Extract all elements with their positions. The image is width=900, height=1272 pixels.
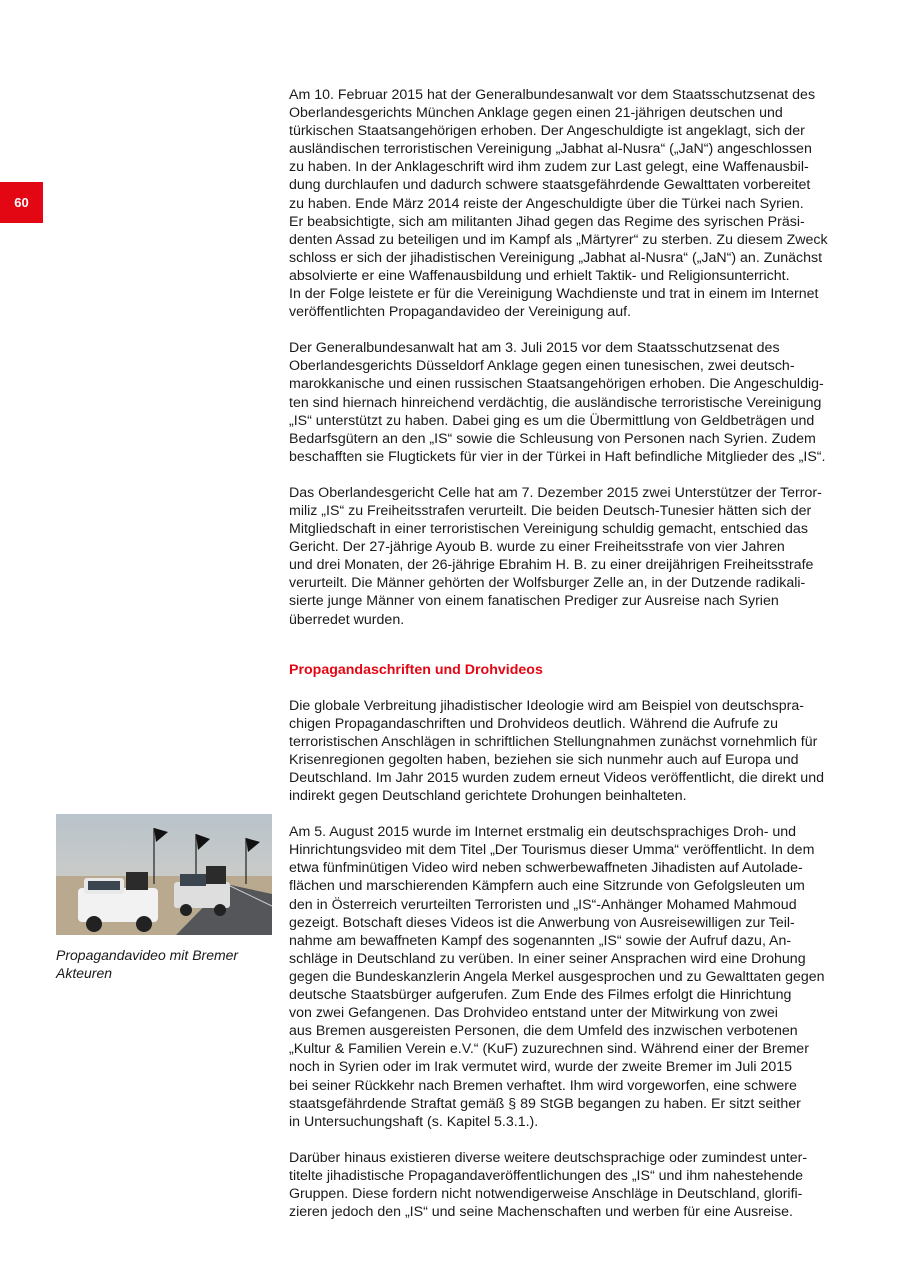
section-heading: Propagandaschriften und Drohvideos [289,661,543,678]
page-number: 60 [14,195,29,210]
paragraph: Darüber hinaus existieren diverse weitere deutschsprachige oder zumindest unter- titelte jihadistische Propagandaveröffentlichungen des „IS“ und ihm nahestehende Gruppen. Diese fordern nicht notwendigerweise Anschläge in Deutschland, glorifi- zieren jedoch den „IS“ und seine Machenschaften und werben für eine Ausreise. [289,1149,808,1221]
paragraph: Am 10. Februar 2015 hat der Generalbundesanwalt vor dem Staatsschutzsenat des Oberlandesgerichts München Anklage gegen einen 21-jährigen deutschen und türkischen Staatsangehörigen erhoben. Der Angeschuldigte ist angeklagt, sich der ausländischen terroristischen Vereinigung „Jabhat al-Nusra“ („JaN“) angeschlossen zu haben. In der Anklageschrift wird ihm zudem zur Last gelegt, eine Waffenausbil- dung durchlaufen und dadurch schwere staatsgefährdende Gewalttaten vorbereitet zu haben. Ende März 2014 reiste der Angeschuldigte über die Türkei nach Syrien. Er beabsichtigte, sich am militanten Jihad gegen das Regime des syrischen Präsi- denten Assad zu beteiligen und im Kampf als „Märtyrer“ zu sterben. Zu diesem Zweck schloss er sich der jihadistischen Vereinigung „Jabhat al-Nusra“ („JaN“) an. Zunächst absolvierte er eine Waffenausbildung und erhielt Taktik- und Religionsunterricht. In der Folge leistete er für die Vereinigung Wachdienste und trat in einem im Internet veröffentlichten Propagandavideo der Vereinigung auf. [289,87,828,321]
paragraph: Der Generalbundesanwalt hat am 3. Juli 2015 vor dem Staatsschutzsenat des Oberlandesgerichts Düsseldorf Anklage gegen einen tunesischen, zwei deutsch- marokkanische und einen russischen Staatsangehörigen erhoben. Die Angeschuldig- ten sind hiernach hinreichend verdächtig, die ausländische terroristische Vereinigung „IS“ unterstützt zu haben. Dabei ging es um die Übermittlung von Geldbeträgen und Bedarfsgütern an den „IS“ sowie die Schleusung von Personen nach Syrien. Zudem beschafften sie Flugtickets für vier in der Türkei in Haft befindliche Mitglieder des „IS“. [289,340,826,465]
page-number-tab [0,182,43,223]
propaganda-video-photo [56,814,272,935]
paragraph: Die globale Verbreitung jihadistischer Ideologie wird am Beispiel von deutschspra- chigen Propagandaschriften und Drohvideos deutlich. Während die Aufrufe zu terroristischen Anschlägen in schriftlichen Stellungnahmen zunächst vornehmlich für Krisenregionen gegolten haben, beziehen sie sich nunmehr auch auf Europa und Deutschland. Im Jahr 2015 wurden zudem erneut Videos veröffentlicht, die direkt und indirekt gegen Deutschland gerichtete Drohungen beinhalteten. [289,697,824,805]
paragraph: Das Oberlandesgericht Celle hat am 7. Dezember 2015 zwei Unterstützer der Terror- miliz „IS“ zu Freiheitsstrafen verurteilt. Die beiden Deutsch-Tunesier hätten sich der Mitgliedschaft in einer terroristischen Vereinigung schuldig gemacht, entschied das Gericht. Der 27-jährige Ayoub B. wurde zu einer Freiheitsstrafe von vier Jahren und drei Monaten, der 26-jährige Ebrahim H. B. zu einer dreijährigen Freiheitsstrafe verurteilt. Die Männer gehörten der Wolfsburger Zelle an, in der Dutzende radikali- sierte junge Männer von einem fanatischen Prediger zur Ausreise nach Syrien überredet wurden. [289,484,822,628]
main-text-column [289,86,841,1239]
photo-illustration [56,814,272,935]
figure-caption: Propagandavideo mit Bremer Akteuren [56,947,239,981]
paragraph: Am 5. August 2015 wurde im Internet erstmalig ein deutschsprachiges Droh- und Hinrichtungsvideo mit dem Titel „Der Tourismus dieser Umma“ veröffentlicht. In dem etwa fünfminütigen Video wird neben schwerbewaffneten Jihadisten auf Autolade- flächen und marschierenden Kämpfern auch eine Sitzrunde von Gefolgsleuten um den in Österreich verurteilten Terroristen und „IS“-Anhänger Mohamed Mahmoud gezeigt. Botschaft dieses Videos ist die Anwerbung von Ausreisewilligen zur Teil- nahme am bewaffneten Kampf des sogenannten „IS“ sowie der Aufruf dazu, An- schläge in Deutschland zu verüben. In einer seiner Ansprachen wird eine Drohung gegen die Bundeskanzlerin Angela Merkel ausgesprochen und zu Gewalttaten gegen deutsche Staatsbürger aufgerufen. Zum Ende des Filmes erfolgt die Hinrichtung von zwei Gefangenen. Das Drohvideo entstand unter der Mitwirkung von zwei aus Bremen ausgereisten Personen, die dem Umfeld des inzwischen verbotenen „Kultur & Familien Verein e.V.“ (KuF) zuzurechnen sind. Während einer der Bremer noch in Syrien oder im Irak vermutet wird, wurde der zweite Bremer im Juli 2015 bei seiner Rückkehr nach Bremen verhaftet. Ihm wird vorgeworfen, eine schwere staatsgefährdende Straftat gemäß § 89 StGB begangen zu haben. Er sitzt seither in Untersuchungshaft (s. Kapitel 5.3.1.). [289,824,825,1130]
